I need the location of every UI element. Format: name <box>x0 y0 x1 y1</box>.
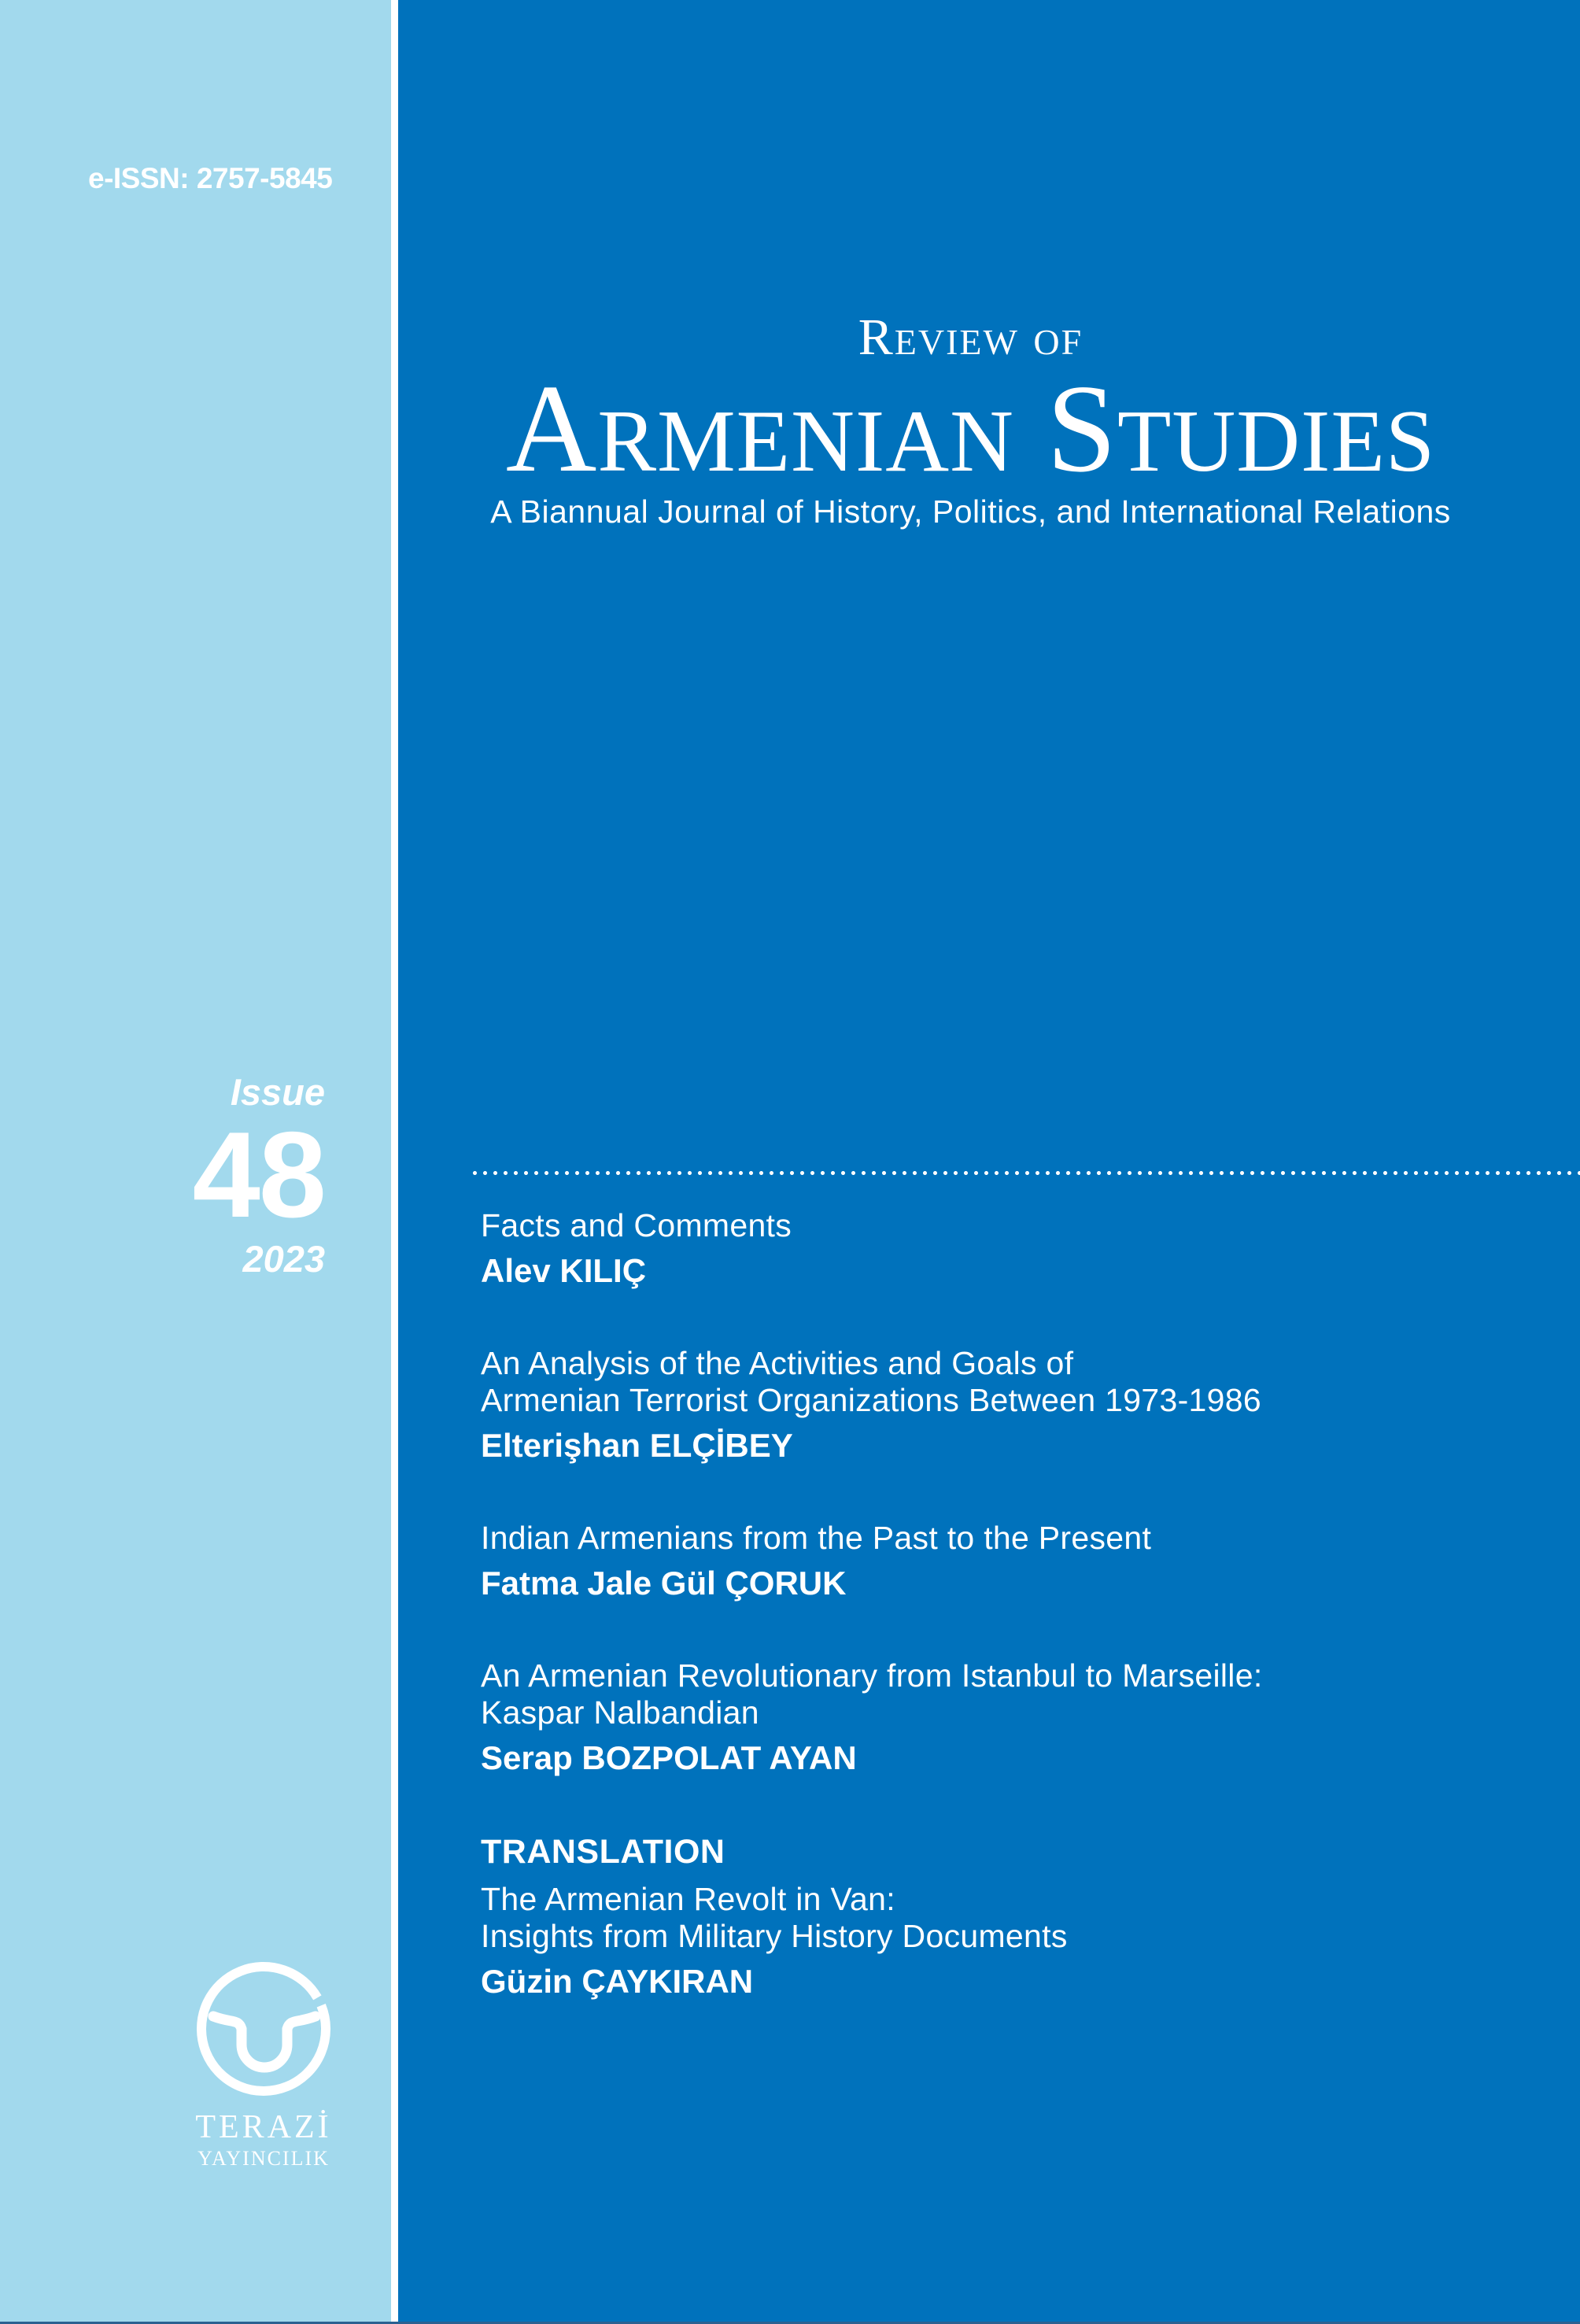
toc-item <box>481 1832 1535 2001</box>
journal-overtitle: Review of <box>858 309 1083 366</box>
article-title-line: Armenian Terrorist Organizations Between 1973-1986 <box>481 1382 1261 1418</box>
table-of-contents <box>481 1207 1535 2056</box>
article-author: Elterişhan ELÇİBEY <box>481 1427 793 1464</box>
article-title-line: Indian Armenians from the Past to the Present <box>481 1520 1152 1556</box>
main-panel <box>398 0 1580 2324</box>
article-title-line: Kaspar Nalbandian <box>481 1694 759 1731</box>
issue-number: 48 <box>192 1107 325 1243</box>
issue-block <box>192 1071 325 1280</box>
issue-year: 2023 <box>242 1238 325 1280</box>
sidebar <box>0 0 391 2324</box>
publisher-name: TERAZİ <box>195 2109 332 2145</box>
masthead <box>398 309 1543 531</box>
journal-subtitle: A Biannual Journal of History, Politics, and International Relations <box>490 493 1451 530</box>
dotted-separator <box>473 1171 1580 1175</box>
article-author: Serap BOZPOLAT AYAN <box>481 1739 857 1776</box>
publisher-logo-block <box>179 1961 348 2171</box>
toc-section-heading: TRANSLATION <box>481 1833 725 1871</box>
publisher-subname: YAYINCILIK <box>198 2147 330 2171</box>
article-title-line: An Armenian Revolutionary from Istanbul to Marseille: <box>481 1657 1263 1694</box>
article-author: Alev KILIÇ <box>481 1252 647 1289</box>
article-title-line: An Analysis of the Activities and Goals of <box>481 1345 1074 1381</box>
article-author: Güzin ÇAYKIRAN <box>481 1963 754 2000</box>
toc-item <box>481 1207 1535 1291</box>
journal-title: Armenian Studies <box>505 358 1436 498</box>
toc-item <box>481 1657 1535 1778</box>
article-author: Fatma Jale Gül ÇORUK <box>481 1565 847 1602</box>
article-title-line: Insights from Military History Documents <box>481 1918 1068 1954</box>
toc-item <box>481 1520 1535 1603</box>
eissn-label: e-ISSN: 2757-5845 <box>88 162 333 194</box>
terazi-bull-circle-icon <box>196 1961 331 2097</box>
toc-item <box>481 1345 1535 1465</box>
article-title-line: Facts and Comments <box>481 1207 792 1243</box>
issue-label: Issue <box>230 1071 325 1113</box>
article-title-line: The Armenian Revolt in Van: <box>481 1881 895 1917</box>
vertical-divider <box>391 0 398 2324</box>
